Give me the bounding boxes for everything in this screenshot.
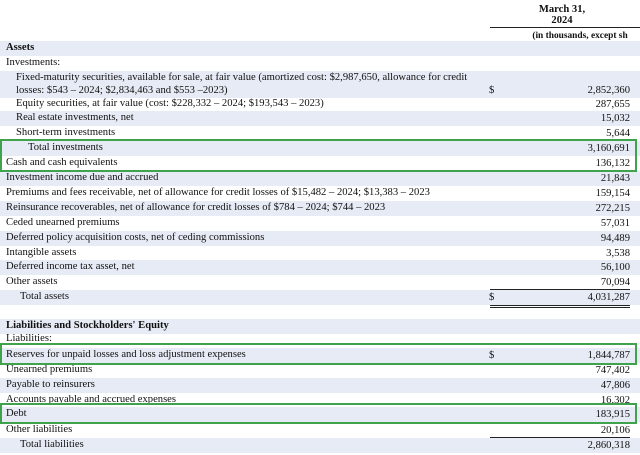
assets-heading-row: [0, 41, 640, 56]
row-label: Reserves for unpaid losses and loss adjustment expenses: [6, 349, 246, 360]
row-value: 183,915: [595, 409, 630, 420]
row-label: Deferred policy acquisition costs, net of ceding commissions: [6, 232, 265, 243]
table-row-premiums: [0, 186, 640, 201]
row-value: 21,843: [600, 173, 630, 184]
column-date-header: [500, 4, 624, 26]
currency-sign: $: [489, 85, 495, 96]
table-row-deferred-policy: [0, 231, 640, 246]
row-value: 20,106: [600, 425, 630, 436]
row-label: Other assets: [6, 276, 58, 287]
row-label: Reinsurance recoverables, net of allowance for credit losses of $784 – 2024; $744 – 2023: [6, 202, 386, 213]
row-label: Unearned premiums: [6, 364, 93, 375]
table-row-equity: [0, 97, 640, 112]
row-label: Accounts payable and accrued expenses: [6, 394, 177, 404]
table-row-other-assets: [0, 275, 640, 290]
row-value: 3,538: [606, 248, 630, 259]
row-value: 70,094: [600, 277, 630, 288]
table-row-total-assets: [0, 290, 640, 305]
row-value: 2,860,318: [587, 440, 630, 451]
table-row-investment-income: [0, 171, 640, 186]
row-value: 136,132: [595, 158, 630, 169]
date-line-1: March 31,: [538, 4, 586, 15]
liabilities-label: Liabilities:: [6, 334, 52, 344]
table-row-ceded: [0, 216, 640, 231]
date-line-2: 2024: [551, 15, 573, 26]
row-value: 94,489: [600, 233, 630, 244]
assets-heading: Assets: [6, 42, 35, 53]
total-rule-bottom-1: [490, 305, 630, 306]
row-label: Deferred income tax asset, net: [6, 261, 135, 272]
row-value: 57,031: [600, 218, 630, 229]
units-note: (in thousands, except sh: [532, 31, 628, 41]
row-label: Cash and cash equivalents: [6, 157, 118, 168]
header-rule: [490, 27, 640, 28]
row-label: Fixed-maturity securities, available for sale, at fair value (amortized cost: $2,987,650, allowance for credit losses: $543 – 2024; $2,834,463 and $553 –2023): [16, 72, 468, 96]
table-row-fixed-maturity: [0, 71, 640, 98]
row-value: 272,215: [595, 203, 630, 214]
investments-label: Investments:: [6, 57, 61, 68]
row-label: Premiums and fees receivable, net of allowance for credit losses of $15,482 – 2024; $13,383 – 2023: [6, 187, 430, 198]
table-row-real-estate: [0, 111, 640, 126]
row-label: Total investments: [28, 142, 103, 153]
row-value: 56,100: [600, 262, 630, 273]
row-value: 2,852,360: [587, 85, 630, 96]
row-value: 15,032: [600, 113, 630, 124]
table-row-intangible: [0, 246, 640, 261]
table-row-unearned: [0, 363, 640, 378]
row-label: Debt: [6, 408, 27, 419]
table-row-deferred-tax: [0, 260, 640, 275]
liabilities-heading: Liabilities and Stockholders' Equity: [6, 320, 169, 331]
row-label: Other liabilities: [6, 424, 73, 435]
row-value: 1,844,787: [587, 350, 630, 361]
row-label: Short-term investments: [16, 127, 116, 138]
highlight-box-debt: [0, 403, 637, 424]
row-value: 16,302: [600, 395, 630, 404]
table-row-total-liabilities: [0, 438, 640, 453]
row-label: Equity securities, at fair value (cost: $228,332 – 2024; $193,543 – 2023): [16, 98, 324, 109]
row-value: 47,806: [600, 380, 630, 391]
table-row-reinsurance: [0, 201, 640, 216]
currency-sign: $: [489, 292, 495, 303]
table-row-payable-reinsurers: [0, 378, 640, 393]
row-value: 3,160,691: [587, 143, 630, 154]
row-value: 287,655: [595, 99, 630, 110]
row-label: Total liabilities: [20, 439, 84, 450]
investments-label-row: [0, 56, 640, 71]
liabilities-heading-row: [0, 319, 640, 334]
total-rule-bottom-2: [490, 307, 630, 308]
row-value: 5,644: [606, 128, 630, 139]
row-label: Payable to reinsurers: [6, 379, 95, 390]
row-label: Total assets: [20, 291, 69, 302]
row-value: 4,031,287: [587, 292, 630, 303]
table-row-other-liabilities: [0, 423, 640, 438]
highlight-box-investments-cash: [0, 139, 637, 172]
row-label: Real estate investments, net: [16, 112, 134, 123]
row-value: 747,402: [595, 365, 630, 376]
row-label: Intangible assets: [6, 247, 77, 258]
row-label: Investment income due and accrued: [6, 172, 159, 183]
row-value: 159,154: [595, 188, 630, 199]
highlight-box-reserves: [0, 343, 637, 365]
currency-sign: $: [489, 350, 495, 361]
row-label: Ceded unearned premiums: [6, 217, 120, 228]
